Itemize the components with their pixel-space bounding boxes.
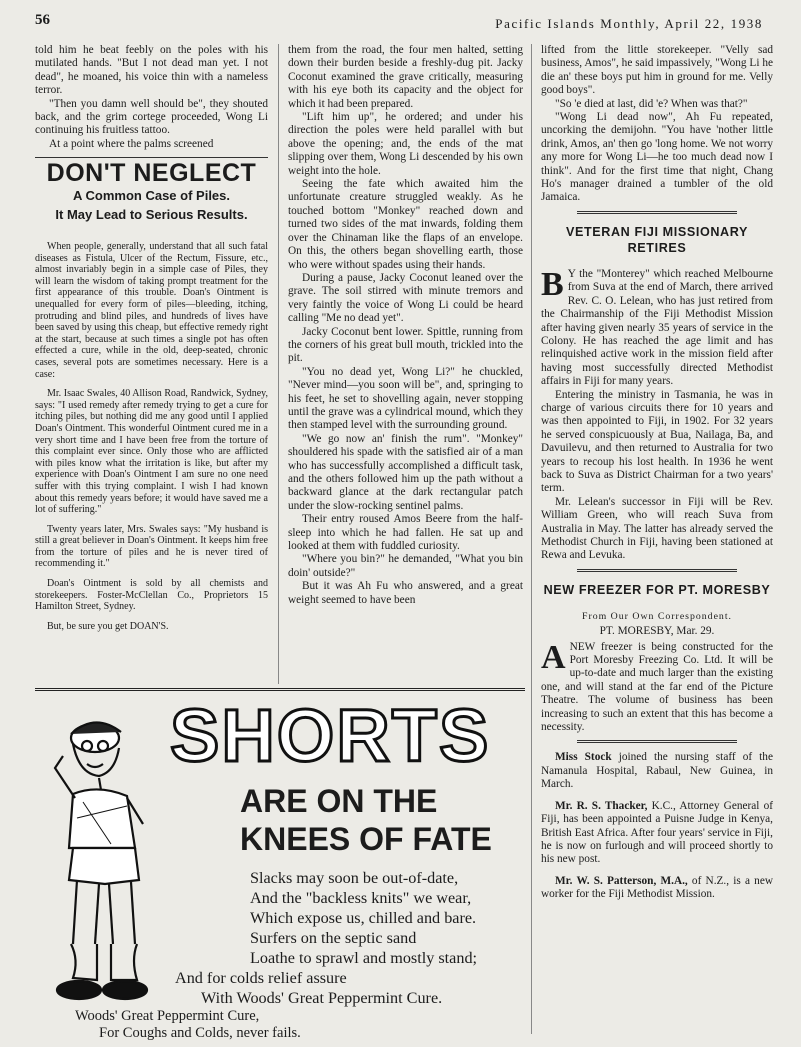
fiji-paragraph: Entering the ministry in Tasmania, he was in charge of various circuits there for 10 years and was then appointed to Fiji, in 1902. For 32 years he served conspicuously at Bua, Nailaga, Ba, and Davuilevu, and then returned to Australia for two years to recoup his lost health. In 1936 he went back to Suva as District Chairman for a two years' term. [541,388,773,495]
ad-slogan-line: KNEES OF FATE [240,821,492,857]
ad-paragraph: When people, generally, understand that all such fatal diseases as Fistula, Ulcer of the Rectum, Fissure, etc., almost invariably begin in a simple case of Piles, they will learn the wisdom of taking prompt treatment for the first appearance of this trouble. Doan's Ointment is unequalled for every form of piles—bleeding, itching, protruding and blind piles, and hundreds of lives have been saved by using this cheap, but effective remedy right at the start, because at such times a single pot has often effected a cure, while in the old, deep-seated, chronic cases, several pots are sometimes necessary. Here is a case: [35,241,268,380]
freezer-first-paragraph: NEW freezer is being constructed for the Port Moresby Freezing Co. Ltd. It will be up-to-date and much larger than the existing one, and will stand at the far end of the Picture Theatre. The volume of business has been increasing to such an extent that this has become a necessity. [541,640,773,734]
ad-tagline [75,1008,301,1042]
poem-line: Surfers on the septic sand [250,929,417,947]
ad-border [35,157,268,158]
fiji-first-paragraph: Y the "Monterey" which reached Melbourne from Suva at the end of March, there arrived Rev. C. O. Lelean, who has just retired from the Chairmanship of the Fiji Methodist Mission after having given nearly 35 years of service in the Colony. He has reached the age limit and has relinquished active work in the mission field after having most successfully directed Methodist affairs in Fiji for many years. [541,267,773,388]
tagline-line: Woods' Great Peppermint Cure, [75,1008,260,1024]
ad-border [35,688,525,691]
column-2 [288,44,523,607]
ad-poem [250,868,477,968]
column-divider-2 [531,44,532,1034]
doans-ad [35,159,268,632]
poem-line: Loathe to sprawl and mostly stand; [250,949,478,967]
ad-closing: But, be sure you get DOAN'S. [47,620,169,632]
story-paragraph: lifted from the little storekeeper. "Velly sad business, Amos", he said impassively, "Wong Li he die an' these boys put him in ground for me. Velly good boys". [541,44,773,97]
column-3 [541,44,773,902]
ad-paragraph: Twenty years later, Mrs. Swales says: "My husband is still a great believer in Doan's Ointment. It keeps him free from the torture of piles and he is never tired of recommending it." [35,523,268,570]
story-paragraph: During a pause, Jacky Coconut leaned over the grave. The soil stirred with minute tremors and very faintly the voice of Wong Li could be heard calling "Me no dead yet". [288,271,523,325]
fiji-paragraph: Mr. Lelean's successor in Fiji will be Rev. William Green, who will reach Suva from Australia in May. The latter has already served the Methodist Church in Fiji, having been stationed at Rewa and Levuka. [541,495,773,562]
poem-line: Which expose us, chilled and bare. [250,909,477,927]
poem-line: And the "backless knits" we wear, [250,889,472,907]
story-paragraph: "We go now an' finish the rum". "Monkey" shouldered his spade with the satisfied air of a man who has successfully accomplished a difficult task, and the others followed him up the path without a backward glance at the dark rectangular patch under the slow-rocking sentinel palms. [288,432,523,512]
ad-subtitle: A Common Case of Piles. [73,187,230,203]
ad-poem-end [175,968,442,1008]
story-paragraph: told him he beat feebly on the poles with his mutilated hands. "But I not dead man yet. I not dead", he moaned, his voice thin with a nameless terror. [35,44,268,97]
ad-paragraph: Mr. Isaac Swales, 40 Allison Road, Randwick, Sydney, says: "I used remedy after remedy trying to get a cure for itching piles, but nothing did me any good until I applied Doan's Ointment. This wonderful Ointment cured me in a very short time and I have been free from the torture of this complaint ever since. Only those who are afflicted with piles know what the irritation is like, but after my experience with Doan's Ointment I am sure no one need suffer with this trying complaint. I wish I had known about this remedy years before; it would have saved me a lot of suffering." [35,388,268,516]
brief-name: Miss Stock [555,751,612,764]
story-paragraph: "You no dead yet, Wong Li?" he chuckled, "Never mind—you soon will be", and, springing to his feet, he set to shovelling again, never stopping until the grave was a cylindrical mound, which they then stamped level with the surrounding ground. [288,365,523,432]
story-paragraph: them from the road, the four men halted, setting down their burden beside a freshly-dug pit. Jacky Coconut examined the grave critically, measuring with his eye both its capacity and the object for which it had been prepared. [288,44,523,110]
brief-name: Mr. W. S. Patterson, M.A., [555,874,688,887]
section-divider [577,740,737,743]
story-paragraph: At a point where the palms screened [49,137,214,150]
ad-title: DON'T NEGLECT [46,159,257,188]
story-paragraph: Their entry roused Amos Beere from the half-sleep into which he had fallen. He sat up and looked at them with fuddled curiosity. [288,513,523,553]
brief-text: K.C., Attorney General of Fiji, has been appointed a Puisne Judge in Kenya, British East Africa. After four years' service in Fiji, he is now on furlough and will proceed shortly to his new post. [541,799,774,866]
poem-line: Slacks may soon be out-of-date, [250,869,459,887]
section-divider [577,211,737,214]
correspondent-line: From Our Own Correspondent. [582,610,732,622]
story-paragraph: Seeing the fate which awaited him the unfortunate creature struggled weakly. As he touched bottom "Monkey" reached down and turned two sides of the mat inwards, folding them over the Chinaman like the flaps of an envelope. On this, the others began shovelling earth, those who were without spades using their hands. [288,178,523,271]
brief-text: joined the nursing staff of the Namanula Hospital, Rabaul, New Guinea, in March. [541,751,773,791]
freezer-headline: NEW FREEZER FOR PT. MORESBY [543,582,771,597]
column-divider-1 [278,44,279,684]
poem-line: With Woods' Great Peppermint Cure. [201,989,443,1007]
dateline: PT. MORESBY, Mar. 29. [599,625,715,638]
column-1 [35,44,268,634]
ad-slogan-line: ARE ON THE [240,783,438,819]
shorts-headline: SHORTS [170,694,491,777]
story-paragraph: "Where you bin?" he demanded, "What you bin doin' outside?" [288,553,523,579]
running-title: Pacific Islands Monthly, April 22, 1938 [495,16,763,31]
drop-cap: B [541,265,564,303]
story-paragraph: "Lift him up", he ordered; and under his direction the poles were held parallel with but above the opening; and, the ends of the mat slipping over them, Wong Li descended by his own weight into the hole. [288,111,523,177]
section-divider [577,569,737,572]
shorts-ad [35,688,525,1041]
story-paragraph: "Then you damn well should be", they shouted back, and the grim cortege proceeded, Wong Li continuing his fruitless tattoo. [35,97,268,137]
tagline-line: For Coughs and Colds, never fails. [99,1025,301,1041]
story-paragraph: But it was Ah Fu who answered, and a great weight seemed to have been [288,580,523,606]
drop-cap: A [541,638,566,676]
fiji-headline: VETERAN FIJI MISSIONARY RETIRES [566,224,748,255]
story-paragraph: Jacky Coconut bent lower. Spittle, running from the corners of his great bull mouth, trickled into the pit. [288,325,523,365]
page-number: 56 [35,12,50,28]
poem-line: And for colds relief assure [175,969,347,987]
brief-text: of N.Z., is a new worker for the Fiji Methodist Mission. [541,874,773,901]
story-paragraph: "So 'e died at last, did 'e? When was that?" [555,97,748,110]
brief-name: Mr. R. S. Thacker, [555,799,648,812]
ad-paragraph: Doan's Ointment is sold by all chemists and storekeepers. Foster-McClellan Co., Proprietors 15 Hamilton Street, Sydney. [35,578,268,613]
story-paragraph: "Wong Li dead now", Ah Fu repeated, uncorking the demijohn. "You have 'nother little drink, Amos, an' then go 'long home. We not worry any more for Wong Li—he too much dead now I think". And for the first time that night, Chang Ho's manager drained a tumbler of the old Jamaica. [541,111,773,204]
ad-subtitle: It May Lead to Serious Results. [55,207,248,223]
cartoon-man-illustration [43,698,163,1018]
